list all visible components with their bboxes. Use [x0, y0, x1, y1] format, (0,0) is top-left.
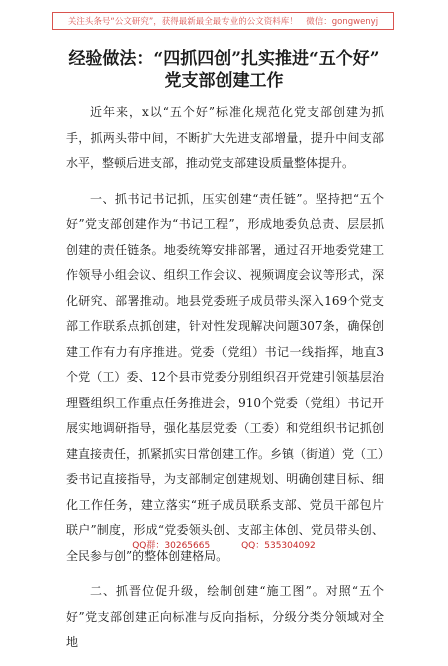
footer-contact — [0, 538, 448, 551]
top-banner — [52, 12, 394, 30]
paragraph-section-2: 二、抓晋位促升级，绘制创建“施工图”。对照“五个好”党支部创建正向标准与反向指标，分级分类分领域对全地 — [66, 584, 384, 649]
title-line-2: 党支部创建工作 — [164, 71, 284, 91]
paragraph-section-1: 一、抓书记书记抓，压实创建“责任链”。坚持把“五个好”党支部创建作为“书记工程”，形成地委负总责、层层抓创建的责任链条。地委统筹安排部署，通过召开地委党建工作领导小组会议、组织工作会议、视频调度会议等形式，深化研究、部署推动。地县党委班子成员带头深入169个党支部工作联系点抓创建，针对性发现解决问题307条，确保创建工作有力有序推进。党委（党组）书记一线指挥，地直3个党（工）委、12个县市党委分别组织召开党建引领基层治理暨组织工作重点任务推进会，910个党委（党组）书记开展实地调研指导，强化基层党委（工委）和党组织书记抓创建直接责任，抓紧抓实日常创建工作。乡镇（街道）党（工）委书记直接指导，为支部制定创建规划、明确创建目标、细化工作任务，建立落实“班子成员联系支部、党员干部包片联户”制度，形成“党委领头创、支部主体创、党员带头创、全民参与创”的整体创建格局。 — [66, 191, 385, 563]
footer-qq: QQ：535304092 — [241, 541, 316, 551]
document-title — [0, 48, 448, 92]
document-body — [66, 100, 384, 666]
paragraph-intro: 近年来，x以“五个好”标准化规范化党支部创建为抓手，抓两头带中间，不断扩大先进支部增量，提升中间支部水平，整顿后进支部，推动党支部建设质量整体提升。 — [66, 105, 384, 170]
footer-qq-group: QQ群：30265665 — [132, 541, 211, 551]
title-line-1: 经验做法：“四抓四创”扎实推进“五个好” — [68, 49, 380, 69]
banner-text: 关注头条号“公文研究”，获得最新最全最专业的公文资料库！ 微信：gongwenyj — [67, 17, 379, 27]
